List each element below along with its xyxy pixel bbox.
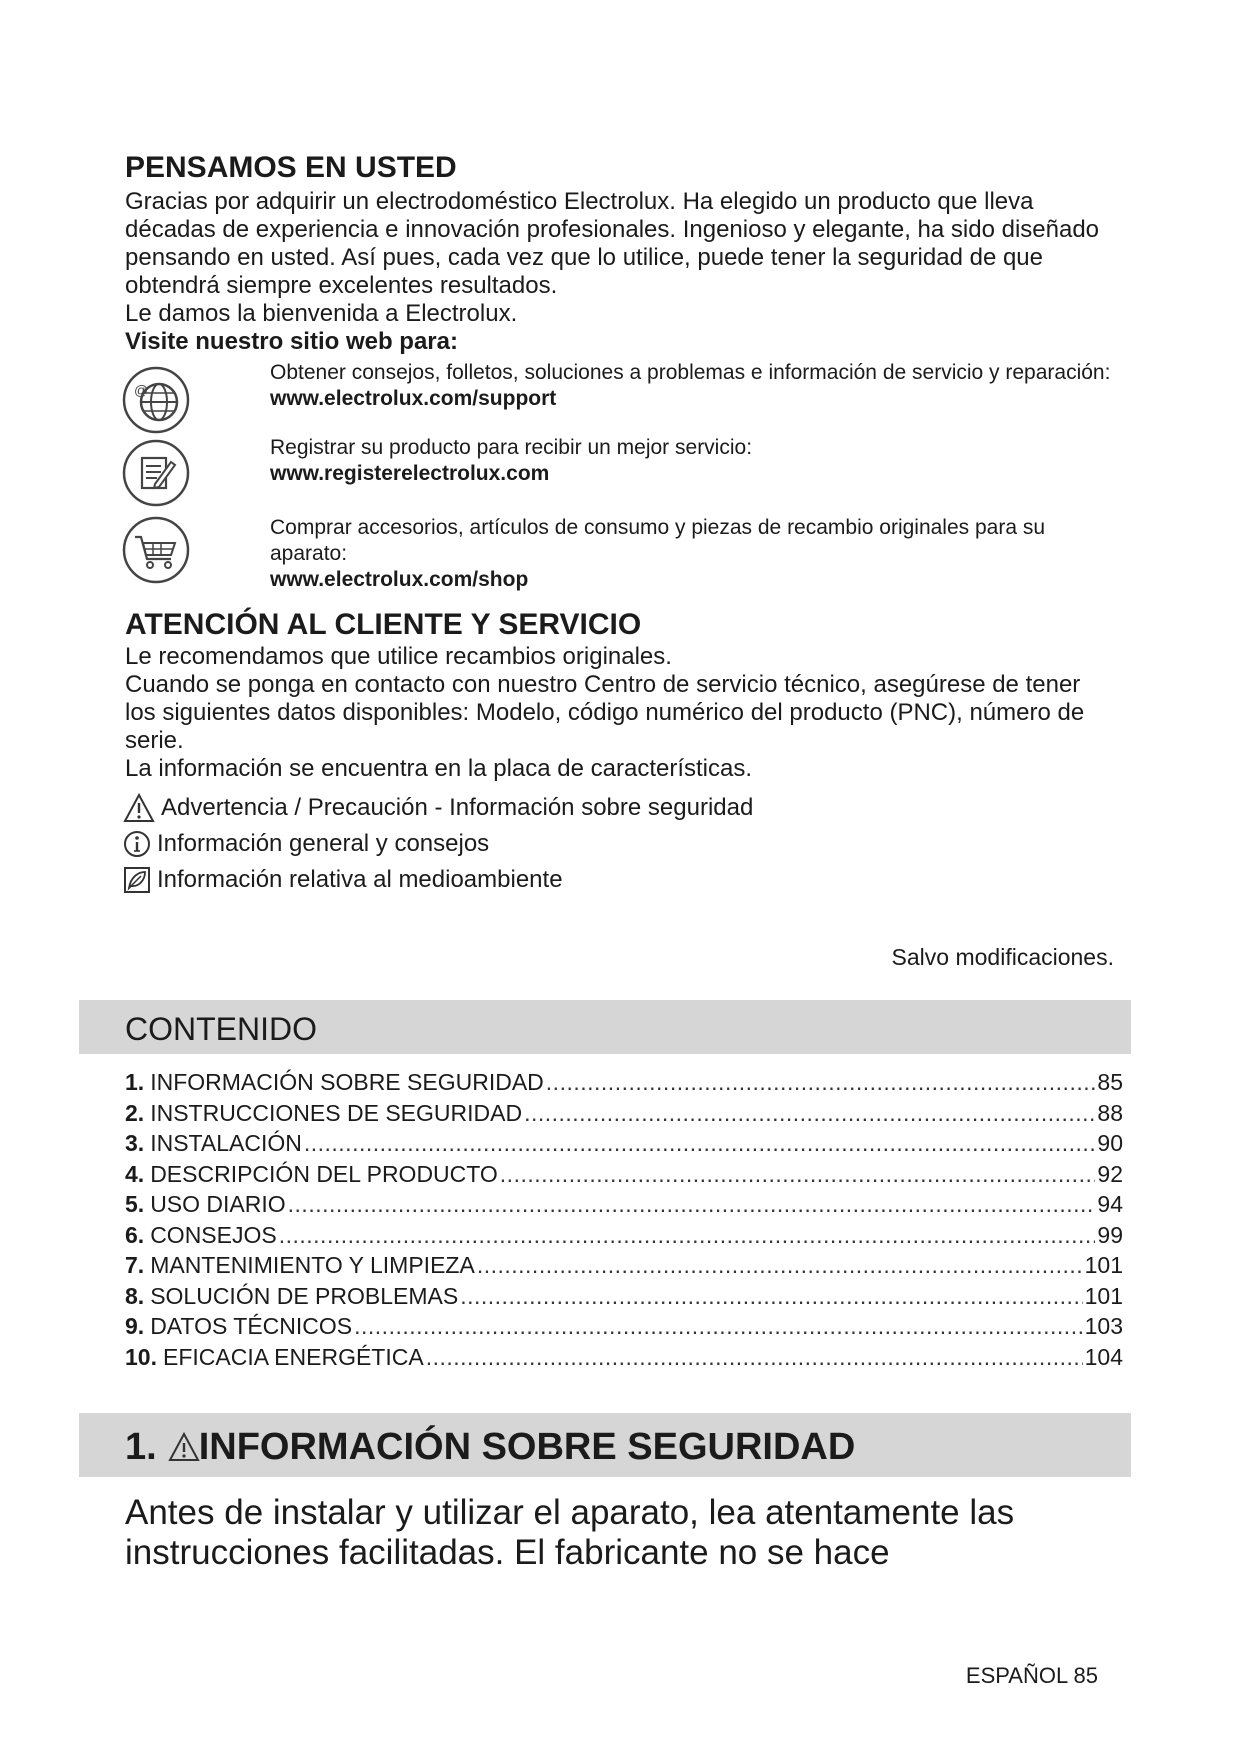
legend-environment bbox=[123, 862, 1115, 898]
toc-entry-number: 6. bbox=[125, 1221, 145, 1248]
toc-header-bar bbox=[79, 1000, 1131, 1054]
section1-intro bbox=[125, 1493, 1085, 1573]
globe-icon bbox=[121, 365, 191, 435]
toc-entry[interactable] bbox=[125, 1311, 1123, 1342]
section1-intro-text: Antes de instalar y utilizar el aparato, lea atentamente las instrucciones facilitadas. El fabricante no se hace bbox=[125, 1493, 1015, 1572]
toc-entry-label: CONSEJOS bbox=[150, 1221, 277, 1248]
toc-entry-number: 3. bbox=[125, 1130, 145, 1156]
support-link[interactable]: www.electrolux.com/support bbox=[270, 387, 557, 410]
toc-leader-dots bbox=[288, 1189, 1096, 1220]
toc-entry[interactable] bbox=[125, 1067, 1123, 1098]
toc-entry-number: 8. bbox=[125, 1282, 145, 1309]
toc-entry-page: 85 bbox=[1097, 1069, 1123, 1095]
toc-entry-number: 10. bbox=[125, 1343, 157, 1370]
shop-link[interactable]: www.electrolux.com/shop bbox=[270, 568, 529, 591]
web-item-description: Comprar accesorios, artículos de consumo y piezas de recambio originales para su aparato: bbox=[270, 516, 1046, 565]
section1-number: 1. bbox=[125, 1426, 157, 1468]
toc-leader-dots bbox=[354, 1311, 1083, 1342]
web-item-register bbox=[125, 435, 1117, 515]
toc-entry-label: SOLUCIÓN DE PROBLEMAS bbox=[150, 1282, 459, 1309]
section1-header-bar bbox=[79, 1413, 1131, 1477]
toc-leader-dots bbox=[426, 1342, 1083, 1373]
legend-info bbox=[123, 826, 1115, 862]
toc-entry-page: 103 bbox=[1084, 1313, 1123, 1339]
legend-environment-text: Información relativa al medioambiente bbox=[157, 866, 563, 893]
service-p2: Cuando se ponga en contacto con nuestro Centro de servicio técnico, asegúrese de tener los siguientes datos disponibles: Modelo, código numérico del producto (PNC), número de serie. bbox=[125, 671, 1085, 754]
toc-entry[interactable] bbox=[125, 1128, 1123, 1159]
info-icon bbox=[123, 830, 151, 858]
welcome-line: Le damos la bienvenida a Electrolux. bbox=[125, 300, 518, 327]
welcome-title: PENSAMOS EN USTED bbox=[125, 151, 457, 184]
toc-entry-number: 7. bbox=[125, 1252, 145, 1278]
shopping-cart-icon bbox=[121, 515, 191, 585]
toc-entry-page: 94 bbox=[1097, 1191, 1123, 1217]
symbol-legend bbox=[123, 790, 1115, 898]
register-form-icon bbox=[121, 438, 191, 508]
legend-info-text: Información general y consejos bbox=[157, 830, 490, 857]
table-of-contents bbox=[125, 1067, 1123, 1372]
toc-entry-label: MANTENIMIENTO Y LIMPIEZA bbox=[150, 1252, 475, 1278]
welcome-paragraph: Gracias por adquirir un electrodoméstico Electrolux. Ha elegido un producto que lleva décadas de experiencia e innovación profesionales. Ingenioso y elegante, ha sido diseñado pensando en usted. Así pues, cada vez que lo utilice, puede tener la seguridad de que obtendrá siempre excelentes resultados. bbox=[125, 188, 1100, 299]
web-items bbox=[125, 360, 1117, 591]
toc-entry-number: 2. bbox=[125, 1099, 145, 1126]
toc-title: CONTENIDO bbox=[125, 1011, 317, 1047]
toc-entry-label: INSTRUCCIONES DE SEGURIDAD bbox=[150, 1099, 523, 1126]
web-item-support bbox=[125, 360, 1117, 435]
toc-entry-label: USO DIARIO bbox=[150, 1191, 286, 1217]
warning-triangle-icon bbox=[123, 793, 155, 823]
toc-entry[interactable] bbox=[125, 1098, 1123, 1129]
toc-leader-dots bbox=[279, 1220, 1096, 1251]
toc-entry-label: DESCRIPCIÓN DEL PRODUCTO bbox=[150, 1160, 498, 1187]
toc-entry-page: 101 bbox=[1084, 1282, 1123, 1309]
toc-entry[interactable] bbox=[125, 1189, 1123, 1220]
service-title: ATENCIÓN AL CLIENTE Y SERVICIO bbox=[125, 608, 642, 641]
toc-entry-number: 5. bbox=[125, 1191, 145, 1217]
footer-page-number: 85 bbox=[1073, 1663, 1098, 1688]
toc-entry[interactable] bbox=[125, 1250, 1123, 1281]
toc-entry-number: 4. bbox=[125, 1160, 145, 1187]
svg-text:@: @ bbox=[134, 382, 149, 398]
toc-entry-page: 90 bbox=[1097, 1130, 1123, 1156]
toc-entry[interactable] bbox=[125, 1159, 1123, 1190]
toc-entry-page: 88 bbox=[1097, 1099, 1123, 1126]
toc-entry-label: INFORMACIÓN SOBRE SEGURIDAD bbox=[150, 1069, 544, 1095]
page-footer bbox=[966, 1663, 1098, 1689]
welcome-section bbox=[125, 150, 1117, 356]
toc-entry[interactable] bbox=[125, 1220, 1123, 1251]
web-item-register-text bbox=[270, 435, 1117, 487]
service-p3: La información se encuentra en la placa de características. bbox=[125, 755, 753, 782]
toc-leader-dots bbox=[460, 1281, 1082, 1312]
register-link[interactable]: www.registerelectrolux.com bbox=[270, 462, 550, 485]
service-p1: Le recomendamos que utilice recambios originales. bbox=[125, 643, 672, 670]
toc-leader-dots bbox=[500, 1159, 1096, 1190]
toc-entry-label: INSTALACIÓN bbox=[150, 1130, 302, 1156]
web-item-shop-text bbox=[270, 511, 1117, 593]
web-item-description: Obtener consejos, folletos, soluciones a problemas e información de servicio y reparación: bbox=[270, 361, 1111, 384]
toc-entry[interactable] bbox=[125, 1281, 1123, 1312]
toc-entry-page: 92 bbox=[1097, 1160, 1123, 1187]
toc-entry-page: 104 bbox=[1084, 1343, 1123, 1370]
web-item-support-text bbox=[270, 360, 1117, 412]
toc-leader-dots bbox=[546, 1067, 1096, 1098]
toc-entry-page: 101 bbox=[1084, 1252, 1123, 1278]
toc-leader-dots bbox=[524, 1098, 1095, 1129]
toc-leader-dots bbox=[477, 1250, 1083, 1281]
legend-warning bbox=[123, 790, 1115, 826]
toc-entry-label: DATOS TÉCNICOS bbox=[150, 1313, 353, 1339]
section1-title: INFORMACIÓN SOBRE SEGURIDAD bbox=[198, 1426, 856, 1468]
toc-entry-label: EFICACIA ENERGÉTICA bbox=[162, 1343, 424, 1370]
section1-heading bbox=[125, 1427, 855, 1467]
toc-entry-number: 9. bbox=[125, 1313, 145, 1339]
toc-entry-page: 99 bbox=[1097, 1221, 1123, 1248]
visit-label: Visite nuestro sitio web para: bbox=[125, 328, 458, 355]
subject-to-change: Salvo modificaciones. bbox=[891, 944, 1114, 970]
service-section bbox=[125, 607, 1117, 783]
warning-triangle-icon bbox=[167, 1431, 201, 1463]
toc-entry-number: 1. bbox=[125, 1069, 145, 1095]
web-item-shop bbox=[125, 511, 1117, 591]
web-item-description: Registrar su producto para recibir un mejor servicio: bbox=[270, 436, 753, 459]
toc-leader-dots bbox=[304, 1128, 1096, 1159]
environment-leaf-icon bbox=[123, 866, 151, 894]
legend-warning-text: Advertencia / Precaución - Información sobre seguridad bbox=[161, 794, 754, 821]
footer-language: ESPAÑOL bbox=[965, 1663, 1068, 1688]
toc-entry[interactable] bbox=[125, 1342, 1123, 1373]
